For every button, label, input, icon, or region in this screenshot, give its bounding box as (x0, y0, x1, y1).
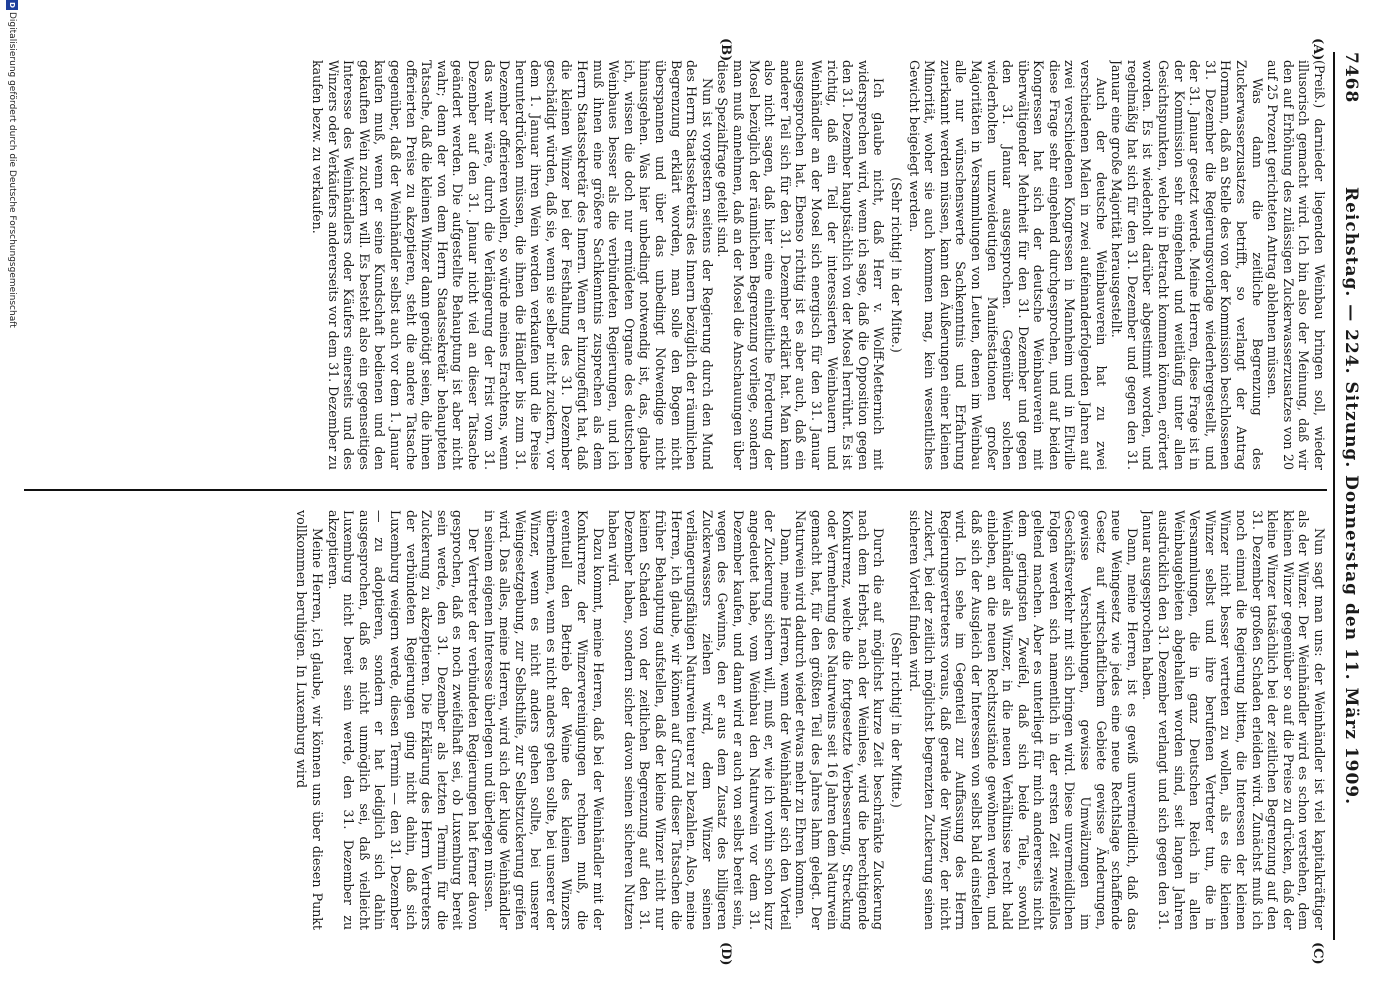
page-number: 7468 (1341, 52, 1361, 104)
margin-marker-c: (C) (1310, 942, 1325, 965)
page-header (1333, 52, 1365, 940)
dfg-logo-icon: D (6, 0, 18, 10)
running-title: Reichstag. — 224. Sitzung. Donnerstag den 11. März 1909. (1341, 186, 1361, 806)
paragraph: Was dann die zeitliche Begrenzung des Zuckerwasserzusatzes betrifft, so verlangt der Antrag Hormann, daß an Stelle des von der Kommission beschlossenen 31. Dezember die Regierungsvorlage wiederhergestellt, und der 31. Januar gesetzt werde. Meine Herren, diese Frage ist in der Kommission sehr eingehend und weitläufig unter allen Gesichtspunkten, welche in Betracht kommen können, erörtert worden. Es ist wiederholt darüber abgestimmt worden, und regelmäßig hat sich für den 31. Dezember und gegen den 31. Januar eine große Majorität herausgestellt. (1109, 60, 1265, 470)
paragraph: Durch die auf möglichst kurze Zeit beschränkte Zuckerung nach dem Herbst, nach der Weinlese, wird die berechtigende Konkurrenz, welche die fortgesetzte Verbesserung, Streckung oder Vermehrung des Naturweins seit 16 Jahren dem Naturwein gemacht hat, für den größten Teil des Jahres lahm gelegt. Der Naturwein wird dadurch wieder etwas mehr zu Ehren kommen. (793, 510, 887, 930)
paragraph: Dann, meine Herren, wenn der Weinhändler sich den Vorteil der Zuckerung sichern will, muß er, wie ich vorhin schon kurz angedeutet habe, vom Weinbau den Naturwein vor dem 31. Dezember kaufen, und dann wird er auch von selbst bereit sein, wegen des Gewinns, den er aus dem Zusatz des billigeren Zuckerwassers ziehen wird, dem Winzer seinen verlängerungsfähigen Naturwein teurer zu bezahlen. Also, meine Herren, ich glaube, wir können auf Grund dieser Tatsachen die früher Behauptung aufstellen, daß der kleine Winzer nicht nur keinen Schaden von der zeitlichen Begrenzung auf den 31. Dezember haben, sondern sicher davon seinen sicheren Nutzen haben wird. (606, 510, 793, 930)
margin-marker-d: (D) (718, 942, 733, 966)
digitization-text: Digitalisierung gefördert durch die Deutsche Forschungsgemeinschaft (7, 12, 17, 328)
right-column (20, 510, 1327, 930)
left-column (20, 60, 1327, 470)
paragraph: Dazu kommt, meine Herren, daß bei der Weinhändler mit der Konkurrenz der Winzervereinigungen rechnen muß, die eventuell den Betrieb der Weine des kleinen Winzers übernehmen, wenn es nicht anders gehen sollte, bei unserer der Winzer, wenn es nicht anders gehen sollte, bei unserer Weingesetzgebung, zur Selbsthilfe, zur Selbstzuckerung greifen wird. Das alles, meine Herren, wird sich der kluge Weinhändler in seinem eigenen Interesse überlegen und überlegen müssen. (481, 510, 606, 930)
paragraph: Nun sagt man uns: der Weinhändler ist viel kapitalkräftiger als der Winzer. Der Weinhändler wird es schon verstehen, dem kleinen Winzer gegenüber so auf die Preise zu drücken, daß der kleine Winzer tatsächlich bei der zeitlichen Begrenzung auf den 31. Dezember großen Schaden erleiden wird. Zunächst muß ich noch einmal die Regierung bitten, die Interessen der kleinen Winzer nicht besser vertreten zu wollen, als es die kleinen Winzer selbst und ihre berufenen Vertreter tun, die in Versammlungen, die in ganz Deutschen Reich in allen Weinbaugebieten abgehalten worden sind, seit langen Jahren ausdrücklich den 31. Dezember verlangt und sich gegen den 31. Januar ausgesprochen haben. (1140, 510, 1327, 930)
paragraph: (Preiß.) darnieder liegenden Weinbau bringen soll, wieder illusorisch gemacht wird. Ich bin also der Meinung, daß wir den auf Erhöhung des zulässigen Zuckerwasserzusatzes von 20 auf 25 Prozent gerichteten Antrag ablehnen müssen. (1265, 60, 1327, 470)
paragraph: Auch der deutsche Weinbauverein hat zu zwei verschiedenen Malen in zwei aufeinanderfolgenden Jahren auf zwei verschiedenen Kongressen in Mannheim und in Eltville diese Frage sehr eingehend durchgesprochen, und auf beiden Kongressen hat sich der deutsche Weinbauverein mit überwältigender Mehrheit für den 31. Dezember und gegen den 31. Januar ausgesprochen. Gegenüber solchen wiederholten unzweideutigen Manifestationen großer Majoritäten in Versammlungen von Leuten, denen im Weinbau alle nur wünschenswerte Sachkenntnis und Erfahrung zuerkannt werden müssen, kann den Äußerungen einer kleinen Minorität, woher sie auch kommen mag, kein wesentliches Gewicht beigelegt werden. (906, 60, 1109, 470)
paragraph: Dann, meine Herren, ist es gewiß unvermeidlich, daß das neue Weingesetz wie jedes eine neue Rechtslage schaffende Gesetz auf wirtschaftlichem Gebiete gewisse Änderungen, gewisse Verschiebungen, gewisse Umwälzungen im Geschäftsverkehr mit sich bringen wird. Diese unvermeidlichen Folgen werden sich namentlich in der ersten Zeit zweifellos geltend machen. Aber es unterliegt für mich andererseits nicht dem geringsten Zweifel, daß sich beide Teile, sowohl Weinhändler als Winzer, in die neuen Verhältnisse recht bald einleben, an die neuen Rechtszustände gewöhnen werden, und daß sich der Ausgleich der Interessen von selbst bald einstellen wird. Ich sehe im Gegenteil zur Auffassung des Herrn Regierungsvertreters voraus, daß gerade der Winzer, der nicht zuckert, bei der zeitlich möglichst begrenzten Zuckerung seinen sicheren Vorteil finden wird. (906, 510, 1140, 930)
interjection: (Sehr richtig! in der Mitte.) (888, 177, 904, 353)
interjection: (Sehr richtig! in der Mitte.) (888, 632, 904, 808)
margin-marker-b: (B) (718, 38, 733, 62)
paragraph: Nun ist vorgestern seitens der Regierung durch den Mund des Herrn Staatssekretärs des Innern bezüglich der räumlichen Begrenzung erklärt worden, man solle den Bogen nicht überspannen und über das unbedingt Notwendige nicht hinausgehen. Was hier unbedingt notwendig ist, das, glaube ich, wissen die doch nur ermüdeten Organe des deutschen Weinbaues besser als die verbündeten Regierungen, und ich muß ihnen eine größere Sachkenntnis zusprechen als dem Herrn Staatssekretär des Innern. Wenn er hinzugefügt hat, daß die kleinen Winzer bei der Festhaltung des 31. Dezember geschädigt würden, daß sie, wenn sie selber nicht zuckern, vor dem 1. Januar ihren Wein werden verkaufen und die Preise herunterdrücken müssen, die ihnen die Händler bis zum 31. Dezember offerieren wollen, so würde meines Erachtens, wenn das wahr wäre, durch die Verlängerung der Frist vom 31. Dezember auf den 31. Januar nicht viel an dieser Tatsache geändert werden. Die aufgestellte Behauptung ist aber nicht wahr; denn der von dem Herrn Staatssekretär behaupteten Tatsache, daß die kleinen Winzer dann genötigt seien, die ihnen offerierten Preise zu akzeptieren, steht die andere Tatsache gegenüber, daß der Weinhändler selbst auch vor dem 1. Januar kaufen muß, wenn er seine Kundschaft bedienen und den gekauften Wein zuckern will. Es besteht also ein gegenseitiges Interesse des Weinhändlers oder Käufers einerseits und des Winzers oder Verkäufers andererseits vor dem 31. Dezember zu kaufen bezw. zu verkaufen. (310, 60, 715, 470)
paragraph: Der Vertreter der verbündeten Regierungen hat ferner davon gesprochen, daß es noch zweifelhaft sei, ob Luxemburg bereit sein werde, den 31. Dezember als letzten Termin für die Zuckerung zu akzeptieren. Die Erklärung des Herrn Vertreters der verbündeten Regierungen ging nicht dahin, daß sich Luxemburg weigern werde, diesen Termin — den 31. Dezember — zu adoptieren, sondern er hat lediglich sich dahin ausgesprochen, daß es nicht unmöglich sei, daß vielleicht Luxemburg nicht bereit sein werde, den 31. Dezember zu akzeptieren. (325, 510, 481, 930)
paragraph: Meine Herren, ich glaube, wir können uns über diesen Punkt vollkommen beruhigen. In Luxemburg wird (294, 510, 325, 930)
margin-marker-a: (A) (1310, 38, 1325, 61)
column-divider (24, 489, 1327, 491)
paragraph: Ich glaube nicht, daß Herr v. Wolff-Metternich mit widersprechen wird, wenn ich sage, daß die Opposition gegen den 31. Dezember hauptsächlich von der Mosel herrührt. Es ist richtig, daß ein Teil der interessierten Weinbauern und Weinhändler an der Mosel sich energisch für den 31. Januar ausgesprochen hat. Ebenso richtig ist es aber auch, daß ein anderer Teil sich für den 31. Dezember erklärt hat. Man kann also nicht sagen, daß hier eine einheitliche Forderung der Mosel bezüglich der räumlichen Begrenzung vorliege, sondern man muß annehmen, daß an der Mosel die Anschauungen über diese Spezialfrage geteilt sind. (715, 60, 887, 470)
digitization-note (4, 0, 18, 1000)
